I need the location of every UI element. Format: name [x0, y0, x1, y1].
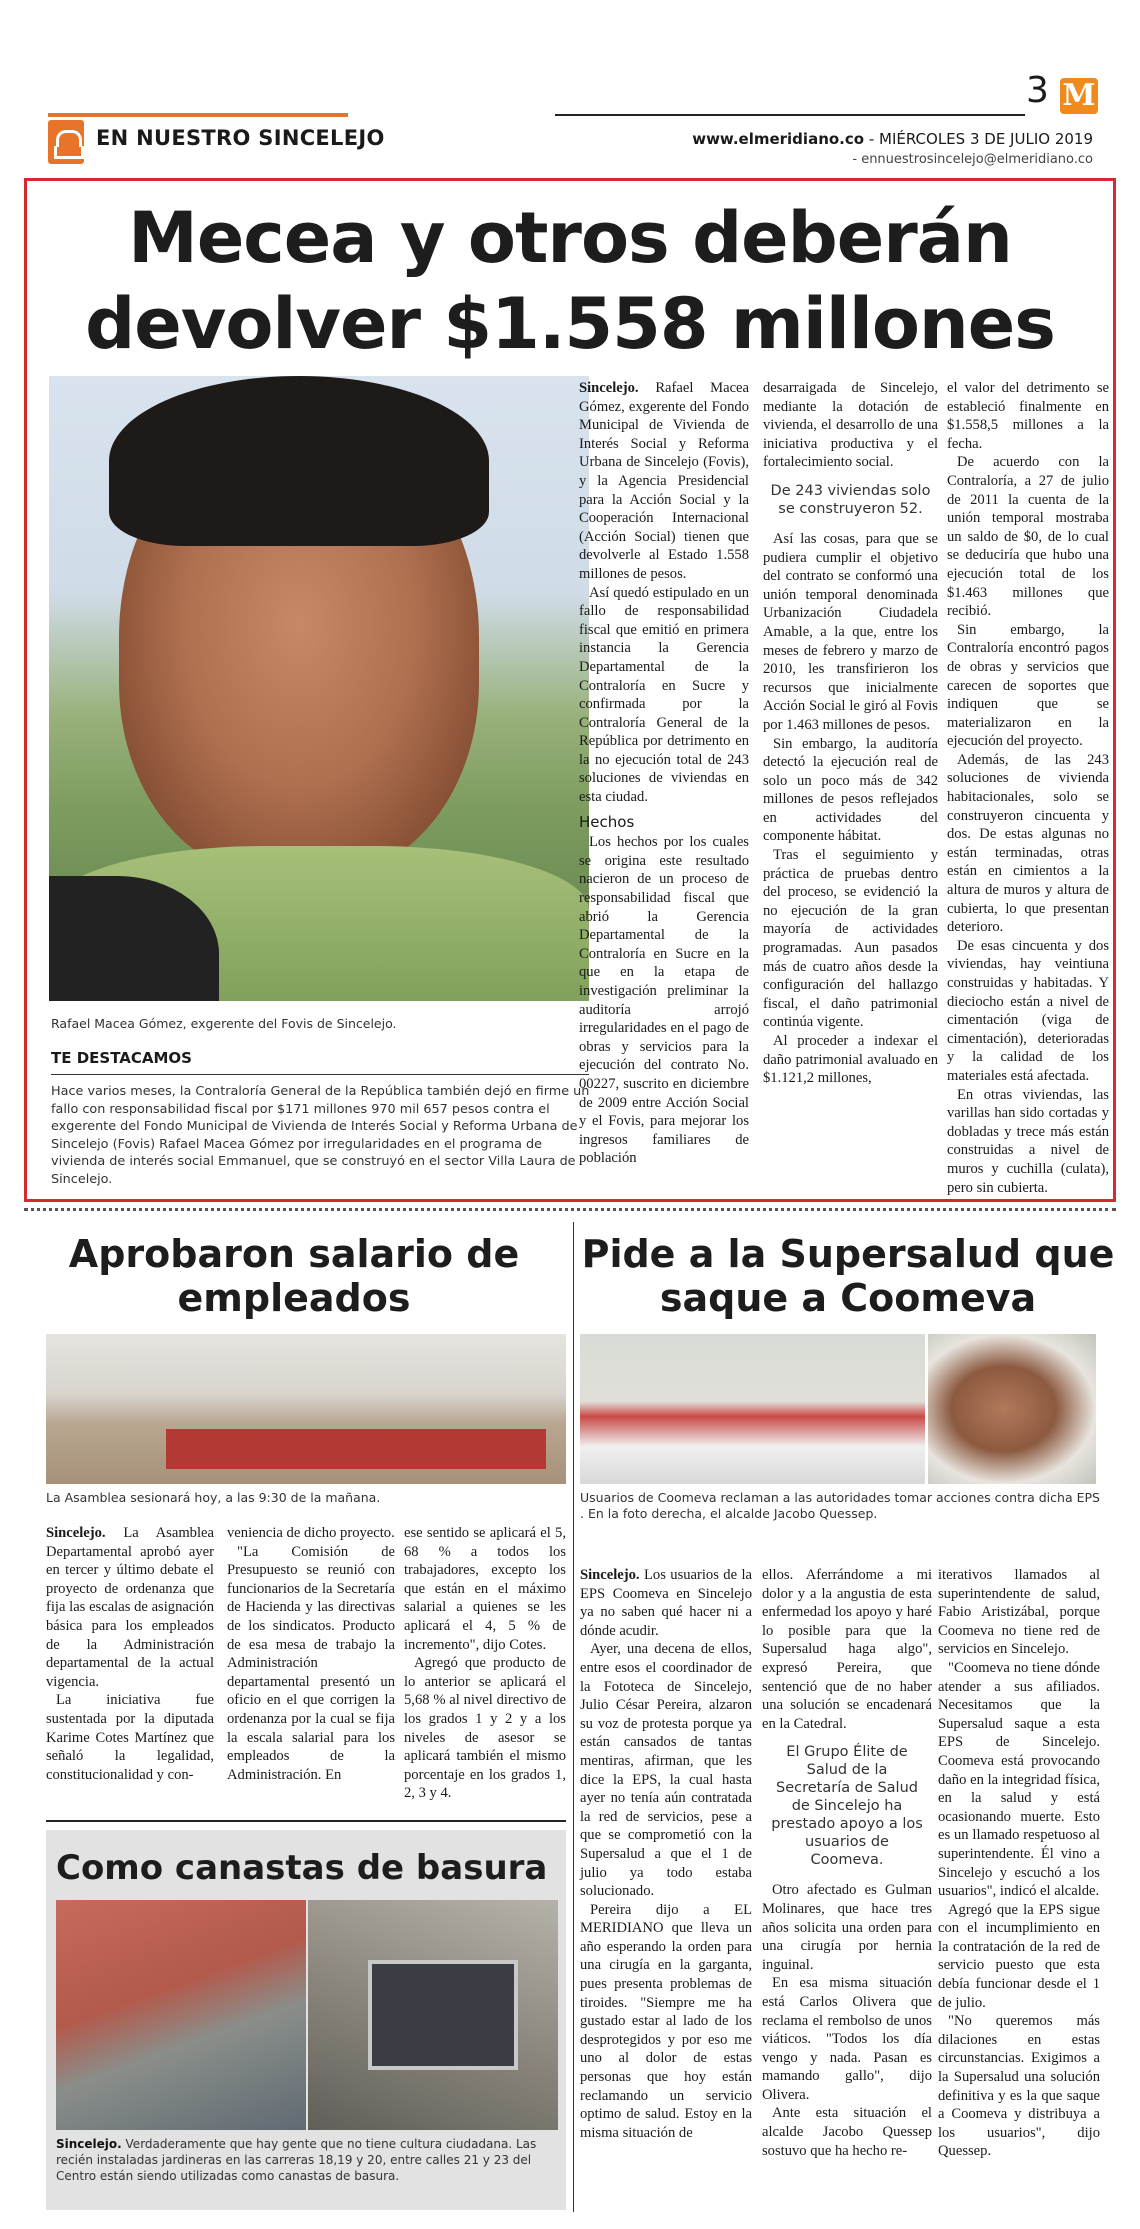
canastas-dateline: Sincelejo. [56, 2137, 122, 2151]
salario-paragraph: "La Comisión de Presupuesto se reunió con funcionarios de la Secretaría de Hacienda y las directivas de los sindicatos. Producto de esa mesa de trabajo la Administración departamental presentó un oficio en el que corrigen la ordenanza por la cual se fija la escala salarial para los empleados de la Administración. En [227, 1543, 395, 1783]
coomeva-paragraph: En esa misma situación está Carlos Olivera que reclama el rembolso de unos viáticos. "Todos los día vengo y nada. Pasan es mamando gallo", dijo Olivera. [762, 1975, 932, 2103]
destacamos-heading: TE DESTACAMOS [51, 1049, 192, 1067]
lead-paragraph-text: Rafael Macea Gómez, exgerente del Fondo Municipal de Vivienda de Interés Social y Reforma Urbana de Sincelejo (Fovis), y la Agencia Presidencial para la Acción Social y la Cooperación Internacional (Acción Social) tienen que devolverle al Estado 1.558 millones de pesos. [579, 380, 749, 582]
lead-paragraph: el valor del detrimento se estableció finalmente en $1.558,5 millones a la fecha. [947, 380, 1109, 452]
coomeva-column-1 [580, 1566, 752, 2142]
coomeva-dateline: Sincelejo. [580, 1567, 640, 1583]
dateline: www.elmeridiano.co - MIÉRCOLES 3 DE JULIO 2019 [692, 130, 1093, 148]
lead-story [24, 178, 1116, 1202]
coomeva-paragraph-text: Los usuarios de la EPS Coomeva en Sincelejo ya no saben qué hacer ni a dónde acudir. [580, 1567, 752, 1639]
lead-column-2 [763, 379, 938, 1088]
lead-paragraph: De acuerdo con la Contraloría, a 27 de julio de 2011 la cuenta de la unión temporal mostraba un saldo de $0, de lo cual se deduciría que hubo una ejecución total de los $1.463 millones que recibió. [947, 454, 1109, 620]
asamblea-photo [46, 1334, 566, 1484]
coomeva-headline: Pide a la Supersalud que saque a Coomeva [581, 1232, 1115, 1320]
protest-photo [580, 1334, 925, 1484]
lead-column-3 [947, 379, 1109, 1197]
coomeva-column-2 [762, 1566, 932, 2160]
salario-column-3 [404, 1524, 566, 1803]
coomeva-paragraph: Pereira dijo a EL MERIDIANO que lleva un año esperando la orden para una cirugía en la garganta, pues presenta problemas de tiroides. "Siempre me ha gustado estar al lado de los desprotegidos y por eso me uno al dolor de estas personas que hoy están reclamando un servicio optimo de salud. Estoy en la misma situación de [580, 1901, 752, 2141]
lead-paragraph: En otras viviendas, las varillas han sido cortadas y dobladas y trece más están construidas a nivel de muros y cuchilla (culata), pero sin cubierta. [947, 1086, 1109, 1196]
mayor-photo [928, 1334, 1096, 1484]
coomeva-paragraph: Ante esta situación el alcalde Jacobo Quessep sostuvo que ha hecho re- [762, 2105, 932, 2159]
salario-column-1 [46, 1524, 214, 1784]
canastas-rule [46, 1820, 566, 1822]
coomeva-paragraph: iterativos llamados al superintendente de salud, Fabio Aristizábal, porque Coomeva no tiene red de servicios en Sincelejo. [938, 1567, 1100, 1658]
salario-paragraph: La iniciativa fue sustentada por la diputada Karime Cotes Martínez que señaló la legalidad, constitucionalidad y con- [46, 1692, 214, 1783]
lead-paragraph: Además, de las 243 soluciones de vivienda habitacionales, solo se construyeron cincuenta y dos. De estas algunas no están terminadas, otras están en cimientos a la altura de muros y altura de cubierta, lo que presentan deterioro. [947, 751, 1109, 936]
lead-column-1 [579, 379, 749, 1168]
lead-paragraph: Sin embargo, la Contraloría encontró pagos de obras y servicios que carecen de soportes que indiquen que se materializaron en la ejecución del proyecto. [947, 621, 1109, 750]
lead-paragraph: Así quedó estipulado en un fallo de responsabilidad fiscal que emitió en primera instancia la Gerencia Departamental de la Contraloría en Sucre y confirmada por la Contraloría General de la República por detrimento en la no ejecución total de 243 soluciones de viviendas en esta ciudad. [579, 584, 749, 806]
salario-paragraph: Agregó que producto de lo anterior se aplicará el 5,68 % al nivel directivo de los grados 1 y 2 y a los niveles de asesor se aplicará también el mismo porcentaje en los grados 1, 2, 3 y 4. [404, 1655, 566, 1802]
canastas-caption-text: Verdaderamente que hay gente que no tiene cultura ciudadana. Las recién instaladas jardineras en las carreras 18,19 y 20, entre calles 21 y 23 del Centro están siendo utilizadas como canastas de basura. [56, 2137, 537, 2183]
lead-paragraph: Sin embargo, la auditoría detectó la ejecución real de solo un poco más de 342 millones de pesos reflejados en actividades del componente hábitat. [763, 735, 938, 845]
assembly-table-shape [166, 1429, 546, 1469]
page-number: 3 [1026, 70, 1049, 111]
coomeva-paragraph: Ayer, una decena de ellos, entre esos el coordinador de la Fototeca de Sincelejo, Julio César Pereira, alzaron su voz de protesta porque ya están cansados de tantas mentiras, afirman, que les dice la EPS, la cual hasta ayer no tenía aún contratada la red de servicios, pese a que se comprometió con la Supersalud a que el 1 de julio ya todo estaba solucionado. [580, 1641, 752, 1900]
lead-pullquote: De 243 viviendas solo se construyeron 52. [770, 482, 931, 517]
salario-paragraph [46, 1524, 214, 1691]
hair-shape [109, 376, 489, 546]
canastas-caption [56, 2136, 556, 2184]
destacamos-text: Hace varios meses, la Contraloría General de la República también dejó en firme un fallo con responsabilidad fiscal por $171 millones 970 mil 657 pesos contra el exgerente del Fondo Municipal de Vivienda de Interés Social y Reforma Urbana de Sincelejo (Fovis) Rafael Macea Gómez por irregularidades en el programa de vivienda de interés social Emmanuel, que se construyó en el sector Villa Laura de Sincelejo. [51, 1084, 590, 1187]
planter-shape [368, 1960, 518, 2070]
lead-paragraph: De esas cincuenta y dos viviendas, hay veintiuna construidas y habitadas. Y dieciocho están a nivel de cimentación (viga de cimentación), deterioradas y la calidad de los materiales está afectada. [947, 937, 1109, 1084]
salario-dateline: Sincelejo. [46, 1525, 106, 1541]
lead-paragraph: desarraigada de Sincelejo, mediante la dotación de vivienda, el desarrollo de una iniciativa productiva y el fortalecimiento social. [763, 380, 938, 471]
masthead [0, 0, 1140, 175]
header-rule [555, 114, 1025, 116]
lead-paragraph: Al proceder a indexar el daño patrimonial avaluado en $1.121,2 millones, [763, 1033, 938, 1087]
planter-photo-2 [308, 1900, 558, 2130]
salario-column-2 [227, 1524, 395, 1784]
coomeva-caption: Usuarios de Coomeva reclaman a las autoridades tomar acciones contra dicha EPS . En la foto derecha, el alcalde Jacobo Quessep. [580, 1490, 1100, 1521]
canastas-headline: Como canastas de basura [56, 1848, 548, 1888]
planter-photo-1 [56, 1900, 306, 2130]
coomeva-paragraph: "Coomeva no tiene dónde atender a sus afiliados. Necesitamos que la Supersalud saque a esta EPS de Sincelejo. Coomeva está provocando daño en la integridad física, en la salud y está ocasionando muerte. Esto es un llamado respetuoso al superintendente. Él vino a Sincelejo y escuchó a los usuarios", indicó el alcalde. [938, 1659, 1100, 1900]
lead-paragraph: Los hechos por los cuales se origina este resultado nacieron de un proceso de responsabilidad fiscal que abrió la Gerencia Departamental de la Contraloría en Sucre en la que en la etapa de investigación preliminar la auditoría arrojó irregularidades en el pago de obras y servicios para la ejecución del contrato No. 00227, suscrito en diciembre de 2009 entre Acción Social y el Fovis, para mejorar los ingresos familiares de población [579, 834, 749, 1167]
coomeva-paragraph [580, 1566, 752, 1640]
section-rule [48, 113, 348, 117]
publication-date: MIÉRCOLES 3 DE JULIO 2019 [879, 130, 1093, 148]
city-icon [48, 120, 84, 164]
lead-subhead: Hechos [579, 812, 635, 831]
dateline-lead: Sincelejo. [579, 380, 639, 396]
coomeva-column-3 [938, 1566, 1100, 2161]
coomeva-paragraph: Agregó que la EPS sigue con el incumplimiento en la contratación de la red de servicio puesto que esta debía funcionar desde el 1 de julio. [938, 1901, 1100, 2011]
lead-paragraph: Así las cosas, para que se pudiera cumplir el objetivo del contrato se conformó una unión temporal denominada Urbanización Ciudadela Amable, a la que, entre los meses de febrero y marzo de 2010, les transfirieron los recursos que inicialmente Acción Social le giró al Fovis por 1.463 millones de pesos. [763, 530, 938, 733]
lead-paragraph: Tras el seguimiento y práctica de pruebas dentro del proceso, se evidenció la no ejecución de la gran mayoría de actividades programadas. Aun pasados más de cuatro años desde la configuración del hallazgo fiscal, el daño patrimonial continúa vigente. [763, 847, 938, 1031]
lead-paragraph [579, 379, 749, 584]
salario-paragraph: veniencia de dicho proyecto. [227, 1525, 395, 1541]
canastas-box [46, 1830, 566, 2210]
portrait-photo [49, 376, 589, 1001]
coomeva-pullquote: El Grupo Élite de Salud de la Secretaría de Salud de Sincelejo ha prestado apoyo a los usuarios de Coomeva. [771, 1744, 923, 1869]
brand-logo: M [1060, 78, 1098, 114]
section-label: EN NUESTRO SINCELEJO [96, 126, 385, 150]
section-email[interactable]: - ennuestrosincelejo@elmeridiano.co [852, 152, 1093, 167]
coomeva-paragraph: "No queremos más dilaciones en estas circunstancias. Exigimos a la Supersalud una solución definitiva y es la que saque a Coomeva y distribuya a los usuarios", dijo Quessep. [938, 2013, 1100, 2160]
column-divider [573, 1222, 574, 2212]
lead-headline: Mecea y otros deberán devolver $1.558 millones [85, 197, 1055, 365]
portrait-caption: Rafael Macea Gómez, exgerente del Fovis de Sincelejo. [51, 1016, 397, 1031]
coomeva-paragraph: Otro afectado es Gulman Molinares, que hace tres años solicita una orden para una cirugía por hernia inguinal. [762, 1882, 932, 1973]
salario-headline: Aprobaron salario de empleados [68, 1232, 520, 1320]
site-url[interactable]: www.elmeridiano.co [692, 130, 865, 148]
salario-paragraph: ese sentido se aplicará el 5, 68 % a todos los trabajadores, excepto los que están en el máximo salarial a quienes se les aplicará el 4, 5 % de incremento", dijo Cotes. [404, 1525, 566, 1653]
section-divider [24, 1208, 1116, 1212]
coomeva-paragraph: ellos. Aferrándome a mi dolor y a la angustia de esta enfermedad los apoyo y haré lo posible para que la Supersalud haga algo", expresó Pereira, que sentenció que de no haber una solución se encadenará en la Catedral. [762, 1567, 932, 1732]
salario-paragraph-text: La Asamblea Departamental aprobó ayer en tercer y último debate el proyecto de ordenanza que fija las escalas de asignación básica para los empleados de la Administración departamental de la actual vigencia. [46, 1525, 214, 1690]
asamblea-caption: La Asamblea sesionará hoy, a las 9:30 de la mañana. [46, 1490, 381, 1505]
destacamos-rule [51, 1074, 589, 1075]
